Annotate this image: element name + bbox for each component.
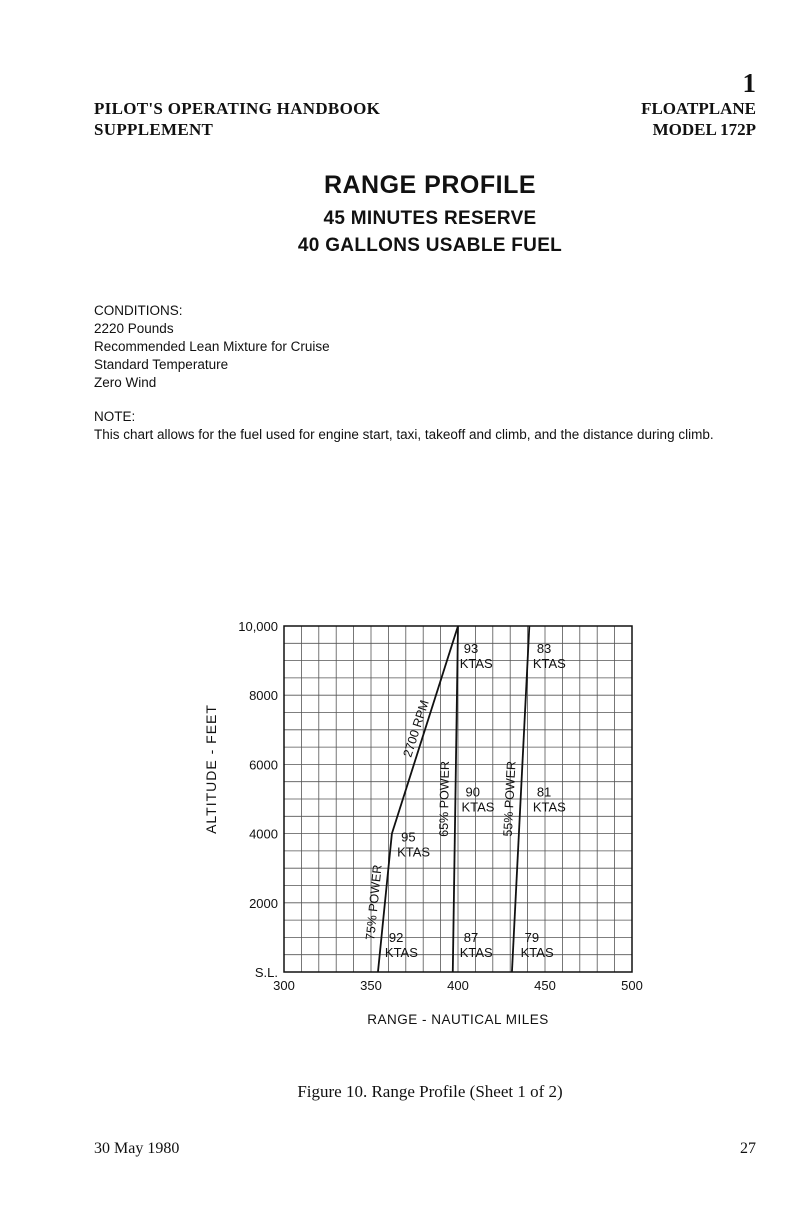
chart-labels xyxy=(363,641,566,960)
annotation-unit: KTAS xyxy=(397,844,431,860)
annotation-speed: 90 xyxy=(465,784,480,800)
model-header xyxy=(540,98,756,140)
page-title: RANGE PROFILE xyxy=(323,171,537,199)
aircraft-model: MODEL 172P xyxy=(652,120,756,139)
annotation-speed: 81 xyxy=(536,784,552,800)
annotation-speed: 83 xyxy=(536,641,552,657)
annotation-speed: 93 xyxy=(463,641,479,657)
page-number: 27 xyxy=(740,1140,756,1157)
x-tick-label: 450 xyxy=(534,978,556,993)
series-label: 2700 RPM xyxy=(400,698,432,759)
series-label: 65% POWER xyxy=(436,760,452,837)
annotation-unit: KTAS xyxy=(520,945,554,961)
series-label: 75% POWER xyxy=(363,864,385,941)
condition-item: Zero Wind xyxy=(94,375,157,390)
y-axis-title: ALTITUDE - FEET xyxy=(203,704,219,834)
x-tick-label: 400 xyxy=(447,978,469,993)
annotation-unit: KTAS xyxy=(532,799,566,815)
annotation-speed: 95 xyxy=(401,829,416,845)
y-tick-label: 10,000 xyxy=(238,619,278,634)
section-number: 1 xyxy=(742,68,756,98)
condition-item: Recommended Lean Mixture for Cruise xyxy=(94,339,330,354)
x-tick-label: 350 xyxy=(360,978,382,993)
note-block xyxy=(94,408,714,444)
y-tick-label: 2000 xyxy=(249,895,278,911)
annotation-unit: KTAS xyxy=(532,656,566,672)
y-tick-label: 4000 xyxy=(249,826,278,842)
x-axis-title: RANGE - NAUTICAL MILES xyxy=(367,1012,549,1027)
annotation-unit: KTAS xyxy=(384,945,418,961)
annotation-unit: KTAS xyxy=(459,656,493,672)
conditions-block xyxy=(94,302,330,392)
note-text: This chart allows for the fuel used for engine start, taxi, takeoff and climb, and the distance during climb. xyxy=(94,427,714,442)
handbook-subtitle: SUPPLEMENT xyxy=(94,120,214,139)
y-tick-label: 8000 xyxy=(249,688,278,704)
handbook-title: PILOT'S OPERATING HANDBOOK xyxy=(94,99,381,118)
series-label: 55% POWER xyxy=(500,760,519,837)
x-tick-label: 300 xyxy=(273,978,295,993)
annotation-speed: 87 xyxy=(463,930,479,946)
annotation-speed: 92 xyxy=(388,930,404,946)
annotation-unit: KTAS xyxy=(459,945,493,961)
annotation-speed: 79 xyxy=(524,930,540,946)
x-tick-label: 500 xyxy=(621,978,643,993)
handbook-header xyxy=(94,98,380,140)
annotation-unit: KTAS xyxy=(461,799,495,815)
condition-item: 2220 Pounds xyxy=(94,321,174,336)
figure-caption: Figure 10. Range Profile (Sheet 1 of 2) xyxy=(297,1082,563,1101)
y-tick-label: 6000 xyxy=(249,757,278,773)
y-tick-label: S.L. xyxy=(254,965,278,980)
fuel-subtitle: 40 GALLONS USABLE FUEL xyxy=(297,235,563,256)
range-profile-chart xyxy=(0,600,792,1040)
revision-date: 30 May 1980 xyxy=(94,1140,180,1157)
note-heading: NOTE: xyxy=(94,409,136,424)
condition-item: Standard Temperature xyxy=(94,357,229,372)
aircraft-type: FLOATPLANE xyxy=(641,99,756,118)
conditions-heading: CONDITIONS: xyxy=(94,303,183,318)
reserve-subtitle: 45 MINUTES RESERVE xyxy=(323,208,537,229)
